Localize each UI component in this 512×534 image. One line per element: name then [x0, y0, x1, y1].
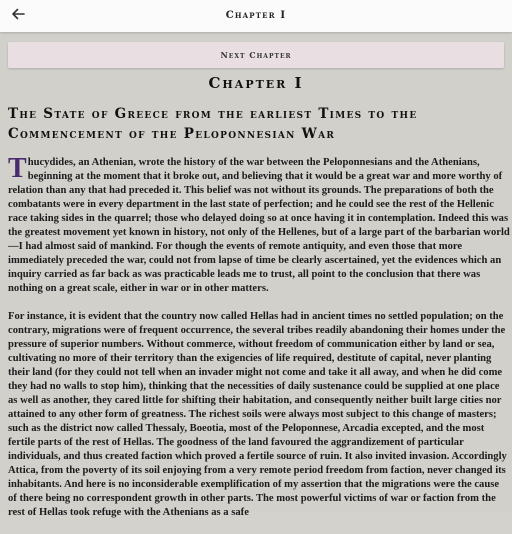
paragraph: [8, 153, 510, 296]
app-bar-title: Chapter I: [225, 10, 287, 21]
paragraph-text: For instance, it is evident that the country now called Hellas had in ancient times no settled population; on the contrary, migrations were of frequent occurrence, the several tribes readily abandoning their homes under the pressure of superior numbers. Without commerce, without freedom of communication either by land or sea, cultivating no more of their territory than the exigencies of life required, destitute of capital, never planting their land (for they could not tell when an invader might not come and take it all away, and when he did come they had no walls to stop him), thinking that the necessities of daily sustenance could be supplied at one place as well as another, they cared little for shifting their habitation, and consequently neither built large cities nor attained to any other form of greatness. The richest soils were always most subject to this change of masters; such as the district now called Thessaly, Boeotia, most of the Peloponnese, Arcadia excepted, and the most fertile parts of the rest of Hellas. The goodness of the land favoured the aggrandizement of particular individuals, and thus created faction which proved a fertile source of ruin. It also invited invasion. Accordingly Attica, from the poverty of its soil enjoying from a very remote period freedom from faction, never changed its inhabitants. And here is no inconsiderable exemplification of my assertion that the migrations were the cause of there being no correspondent growth in other parts. The most powerful victims of war or faction from the rest of Hellas took refuge with the Athenians as a safe: [8, 311, 507, 518]
chapter-heading: Chapter I: [208, 74, 304, 92]
arrow-left-icon: [11, 7, 25, 26]
reader-content[interactable]: [0, 32, 512, 518]
paragraph-text: hucydides, an Athenian, wrote the history of the war between the Peloponnesians and the Athenians, beginning at the moment that it broke out, and believing that it would be a great war and more worthy of relation than any that had preceded it. This belief was not without its grounds. The preparations of both the combatants were in every department in the last state of perfection; and he could see the rest of the Hellenic race taking sides in the quarrel; those who delayed doing so at once having it in contemplation. Indeed this was the greatest movement yet known in history, not only of the Hellenes, but of a large part of the barbarian world—I had almost said of mankind. For though the events of remote antiquity, and even those that more immediately preceded the war, could not from lapse of time be clearly ascertained, yet the evidences which an inquiry carried as far back as was practicable leads me to trust, all point to the conclusion that there was nothing on a great scale, either in war or in other matters.: [8, 157, 510, 294]
drop-cap: T: [8, 153, 27, 184]
app-bar: [0, 0, 512, 32]
back-button[interactable]: [6, 4, 30, 28]
paragraph: [8, 310, 510, 520]
chapter-subtitle: The State of Greece from the earliest Times to the Commencement of the Peloponnesian War: [8, 106, 418, 142]
next-chapter-button[interactable]: Next Chapter: [8, 42, 504, 68]
chapter-body: [8, 153, 510, 534]
